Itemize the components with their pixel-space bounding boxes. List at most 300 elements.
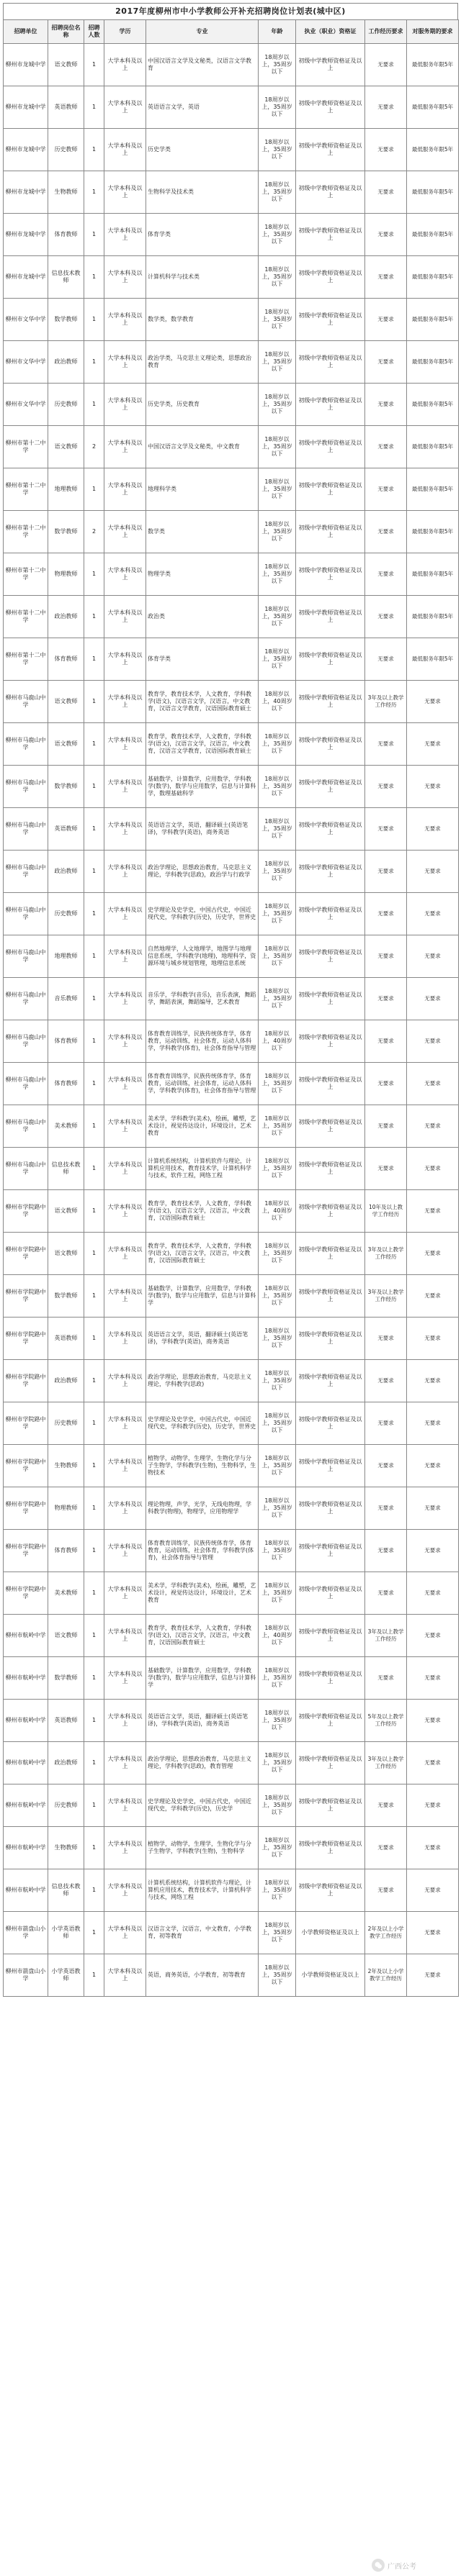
cell-certificate: 初级中学教师资格证及以上 (296, 1869, 365, 1912)
cell-service: 最低服务年限5年 (407, 341, 459, 384)
cell-post: 数学教师 (48, 299, 84, 341)
table-row (4, 1784, 459, 1827)
cell-certificate: 初级中学教师资格证及以上 (296, 1445, 365, 1487)
cell-major: 教育学，教育技术学，人文教育，学科教学(语文)，汉语言文学，汉语言，中文教育，汉语言文学教育，汉语国际教育硕士 (146, 723, 259, 766)
cell-unit: 柳州市航岭中学 (4, 1615, 48, 1657)
cell-unit: 柳州市第十二中学 (4, 553, 48, 596)
table-row (4, 893, 459, 935)
cell-education: 大学本科及以上 (104, 511, 146, 553)
cell-unit: 柳州市学院路中学 (4, 1402, 48, 1445)
cell-major: 美术学，学科教学(美术)，绘画，雕塑，艺术设计，视觉传达设计，环境设计，艺术教育 (146, 1105, 259, 1148)
cell-service: 无要求 (407, 1233, 459, 1275)
cell-service: 无要求 (407, 1657, 459, 1700)
cell-count: 1 (84, 766, 104, 808)
cell-major: 史学理论及史学史，中国古代史，中国近现代史，学科教学(历史)，历史学，世界史 (146, 893, 259, 935)
cell-service: 无要求 (407, 978, 459, 1020)
cell-experience: 无要求 (365, 1063, 407, 1105)
cell-certificate: 初级中学教师资格证及以上 (296, 638, 365, 681)
cell-service: 最低服务年限5年 (407, 171, 459, 214)
cell-certificate: 初级中学教师资格证及以上 (296, 1657, 365, 1700)
cell-certificate: 初级中学教师资格证及以上 (296, 1402, 365, 1445)
cell-education: 大学本科及以上 (104, 86, 146, 129)
cell-certificate: 初级中学教师资格证及以上 (296, 129, 365, 171)
cell-education: 大学本科及以上 (104, 1275, 146, 1318)
cell-education: 大学本科及以上 (104, 723, 146, 766)
cell-count: 1 (84, 384, 104, 426)
cell-count: 1 (84, 1530, 104, 1572)
cell-major: 体育学类 (146, 638, 259, 681)
cell-major: 英语语言文学，英语 (146, 86, 259, 129)
cell-post: 信息技术教师 (48, 1869, 84, 1912)
cell-age: 18周岁以上，35周岁以下 (259, 851, 296, 893)
cell-experience: 无要求 (365, 1148, 407, 1190)
cell-major: 计算机系统结构，计算机软件与理论，计算机应用技术，教育技术学，计算机科学与技术，网络工程 (146, 1869, 259, 1912)
table-row (4, 596, 459, 638)
cell-count: 1 (84, 1912, 104, 1954)
cell-major: 生物科学及技术类 (146, 171, 259, 214)
cell-count: 1 (84, 171, 104, 214)
cell-count: 1 (84, 1318, 104, 1360)
cell-post: 信息技术教师 (48, 256, 84, 299)
cell-education: 大学本科及以上 (104, 1912, 146, 1954)
cell-unit: 柳州市马鹿山中学 (4, 1020, 48, 1063)
cell-education: 大学本科及以上 (104, 553, 146, 596)
cell-major: 英语，商务英语，小学教育，初等教育 (146, 1954, 259, 1997)
cell-unit: 柳州市马鹿山中学 (4, 766, 48, 808)
cell-unit: 柳州市马鹿山中学 (4, 893, 48, 935)
cell-post: 政治教师 (48, 851, 84, 893)
cell-major: 地理科学类 (146, 468, 259, 511)
cell-count: 1 (84, 935, 104, 978)
cell-service: 最低服务年限5年 (407, 44, 459, 86)
cell-unit: 柳州市马鹿山中学 (4, 1063, 48, 1105)
table-row (4, 1827, 459, 1869)
cell-age: 18周岁以上，35周岁以下 (259, 256, 296, 299)
cell-major: 理论物理，声学，光学，无线电物理，学科教学(物理)，物理学，应用物理学 (146, 1487, 259, 1530)
table-row (4, 44, 459, 86)
cell-post: 政治教师 (48, 596, 84, 638)
cell-unit: 柳州市龙城中学 (4, 214, 48, 256)
cell-post: 英语教师 (48, 1318, 84, 1360)
table-row (4, 935, 459, 978)
cell-post: 生物教师 (48, 1445, 84, 1487)
cell-age: 18周岁以上，40周岁以下 (259, 681, 296, 723)
cell-post: 信息技术教师 (48, 1148, 84, 1190)
cell-experience: 3年及以上教学工作经历 (365, 1233, 407, 1275)
cell-count: 1 (84, 44, 104, 86)
cell-unit: 柳州市箭盘山小学 (4, 1912, 48, 1954)
cell-major: 音乐学，学科教学(音乐)，音乐表演，舞蹈学，舞蹈表演，舞蹈编导，艺术教育 (146, 978, 259, 1020)
table-row (4, 1572, 459, 1615)
cell-experience: 无要求 (365, 214, 407, 256)
cell-age: 18周岁以上，35周岁以下 (259, 893, 296, 935)
table-row (4, 426, 459, 468)
cell-education: 大学本科及以上 (104, 1487, 146, 1530)
cell-age: 18周岁以上，35周岁以下 (259, 1742, 296, 1784)
cell-major: 汉语言文学，汉语言，中文教育，小学教育，初等教育 (146, 1912, 259, 1954)
cell-age: 18周岁以上，35周岁以下 (259, 1487, 296, 1530)
cell-count: 1 (84, 851, 104, 893)
watermark (372, 2557, 457, 2573)
header-education: 学历 (104, 20, 146, 44)
cell-certificate: 初级中学教师资格证及以上 (296, 1063, 365, 1105)
cell-age: 18周岁以上，35周岁以下 (259, 1105, 296, 1148)
cell-count: 1 (84, 341, 104, 384)
cell-experience: 无要求 (365, 44, 407, 86)
cell-service: 无要求 (407, 1742, 459, 1784)
cell-post: 音乐教师 (48, 978, 84, 1020)
table-row (4, 1402, 459, 1445)
cell-post: 美术教师 (48, 1105, 84, 1148)
cell-service: 最低服务年限5年 (407, 553, 459, 596)
cell-service: 最低服务年限5年 (407, 129, 459, 171)
cell-age: 18周岁以上，35周岁以下 (259, 1148, 296, 1190)
cell-age: 18周岁以上，35周岁以下 (259, 1572, 296, 1615)
cell-service: 无要求 (407, 1445, 459, 1487)
cell-service: 无要求 (407, 1572, 459, 1615)
cell-unit: 柳州市龙城中学 (4, 86, 48, 129)
cell-post: 数学教师 (48, 1657, 84, 1700)
cell-education: 大学本科及以上 (104, 1784, 146, 1827)
table-row (4, 1954, 459, 1997)
cell-post: 生物教师 (48, 1827, 84, 1869)
cell-count: 1 (84, 596, 104, 638)
cell-age: 18周岁以上，35周岁以下 (259, 511, 296, 553)
cell-major: 体育学类 (146, 214, 259, 256)
cell-count: 1 (84, 129, 104, 171)
cell-unit: 柳州市航岭中学 (4, 1700, 48, 1742)
cell-experience: 无要求 (365, 1827, 407, 1869)
cell-certificate: 初级中学教师资格证及以上 (296, 299, 365, 341)
cell-post: 历史教师 (48, 893, 84, 935)
cell-experience: 无要求 (365, 1487, 407, 1530)
cell-unit: 柳州市文华中学 (4, 299, 48, 341)
cell-major: 史学理论及史学史，中国古代史，中国近现代史，学科教学(历史)，历史学，世界史 (146, 1402, 259, 1445)
cell-age: 18周岁以上，35周岁以下 (259, 171, 296, 214)
cell-unit: 柳州市龙城中学 (4, 171, 48, 214)
cell-certificate: 初级中学教师资格证及以上 (296, 511, 365, 553)
cell-age: 18周岁以上，35周岁以下 (259, 1530, 296, 1572)
cell-service: 无要求 (407, 1700, 459, 1742)
cell-service: 无要求 (407, 1784, 459, 1827)
cell-unit: 柳州市学院路中学 (4, 1487, 48, 1530)
cell-major: 历史学类，历史教育 (146, 384, 259, 426)
cell-major: 计算机科学与技术类 (146, 256, 259, 299)
cell-education: 大学本科及以上 (104, 638, 146, 681)
cell-unit: 柳州市学院路中学 (4, 1360, 48, 1402)
cell-certificate: 初级中学教师资格证及以上 (296, 1233, 365, 1275)
cell-post: 语文教师 (48, 1615, 84, 1657)
cell-service: 无要求 (407, 1954, 459, 1997)
cell-service: 无要求 (407, 766, 459, 808)
cell-experience: 2年及以上小学教学工作经历 (365, 1912, 407, 1954)
cell-major: 史学理论及史学史，中国古代史，中国近现代史，学科教学(历史)，历史学 (146, 1784, 259, 1827)
cell-count: 1 (84, 893, 104, 935)
table-row (4, 214, 459, 256)
cell-unit: 柳州市马鹿山中学 (4, 851, 48, 893)
cell-post: 小学英语教师 (48, 1954, 84, 1997)
cell-age: 18周岁以上，35周岁以下 (259, 44, 296, 86)
header-age: 年龄 (259, 20, 296, 44)
cell-major: 教育学，教育技术学，人文教育，学科教学(语文)，汉语言文学，汉语言，中文教育，汉语国际教育硕士 (146, 1233, 259, 1275)
cell-service: 无要求 (407, 808, 459, 851)
cell-unit: 柳州市学院路中学 (4, 1445, 48, 1487)
cell-major: 政治学理论，思想政治教育，马克思主义理论，学科教学(思政) (146, 1360, 259, 1402)
cell-education: 大学本科及以上 (104, 256, 146, 299)
cell-service: 最低服务年限5年 (407, 511, 459, 553)
cell-count: 2 (84, 511, 104, 553)
cell-experience: 3年及以上教学工作经历 (365, 1275, 407, 1318)
cell-post: 小学英语教师 (48, 1912, 84, 1954)
cell-education: 大学本科及以上 (104, 1657, 146, 1700)
cell-service: 无要求 (407, 851, 459, 893)
cell-experience: 无要求 (365, 851, 407, 893)
header-certificate: 执业（职业）资格证 (296, 20, 365, 44)
cell-count: 1 (84, 1572, 104, 1615)
cell-major: 英语语言文学，英语，翻译硕士(英语笔译)，学科教学(英语)，商务英语 (146, 1700, 259, 1742)
cell-education: 大学本科及以上 (104, 1233, 146, 1275)
table-row (4, 341, 459, 384)
cell-unit: 柳州市航岭中学 (4, 1742, 48, 1784)
cell-count: 1 (84, 299, 104, 341)
header-post: 招聘岗位名称 (48, 20, 84, 44)
cell-age: 18周岁以上，35周岁以下 (259, 1233, 296, 1275)
cell-education: 大学本科及以上 (104, 426, 146, 468)
cell-experience: 无要求 (365, 893, 407, 935)
cell-unit: 柳州市龙城中学 (4, 256, 48, 299)
cell-post: 英语教师 (48, 808, 84, 851)
table-row (4, 171, 459, 214)
cell-age: 18周岁以上，40周岁以下 (259, 1020, 296, 1063)
cell-age: 18周岁以上，35周岁以下 (259, 1700, 296, 1742)
cell-major: 植物学，动物学，生理学，生物化学与分子生物学，学科教学(生物)，生物科学 (146, 1827, 259, 1869)
cell-certificate: 初级中学教师资格证及以上 (296, 1827, 365, 1869)
table-row (4, 681, 459, 723)
cell-age: 18周岁以上，35周岁以下 (259, 1402, 296, 1445)
cell-experience: 无要求 (365, 1784, 407, 1827)
cell-education: 大学本科及以上 (104, 893, 146, 935)
cell-certificate: 初级中学教师资格证及以上 (296, 1700, 365, 1742)
cell-service: 最低服务年限5年 (407, 299, 459, 341)
cell-count: 1 (84, 1954, 104, 1997)
table-row (4, 1063, 459, 1105)
cell-age: 18周岁以上，35周岁以下 (259, 1954, 296, 1997)
cell-count: 1 (84, 1105, 104, 1148)
cell-unit: 柳州市学院路中学 (4, 1530, 48, 1572)
table-row (4, 808, 459, 851)
cell-unit: 柳州市马鹿山中学 (4, 1105, 48, 1148)
cell-education: 大学本科及以上 (104, 1148, 146, 1190)
cell-certificate: 小学教师资格证及以上 (296, 1954, 365, 1997)
cell-unit: 柳州市马鹿山中学 (4, 681, 48, 723)
cell-count: 1 (84, 1657, 104, 1700)
cell-post: 物理教师 (48, 553, 84, 596)
cell-certificate: 初级中学教师资格证及以上 (296, 341, 365, 384)
cell-unit: 柳州市龙城中学 (4, 129, 48, 171)
cell-unit: 柳州市学院路中学 (4, 1233, 48, 1275)
cell-certificate: 初级中学教师资格证及以上 (296, 1742, 365, 1784)
table-row (4, 1530, 459, 1572)
cell-education: 大学本科及以上 (104, 808, 146, 851)
cell-unit: 柳州市学院路中学 (4, 1572, 48, 1615)
cell-experience: 无要求 (365, 129, 407, 171)
cell-education: 大学本科及以上 (104, 978, 146, 1020)
cell-certificate: 初级中学教师资格证及以上 (296, 256, 365, 299)
cell-count: 1 (84, 1233, 104, 1275)
cell-certificate: 初级中学教师资格证及以上 (296, 723, 365, 766)
cell-service: 无要求 (407, 1360, 459, 1402)
table-row (4, 1445, 459, 1487)
cell-education: 大学本科及以上 (104, 1105, 146, 1148)
cell-age: 18周岁以上，35周岁以下 (259, 723, 296, 766)
cell-education: 大学本科及以上 (104, 1742, 146, 1784)
recruitment-sheet (3, 3, 458, 1997)
cell-age: 18周岁以上，35周岁以下 (259, 766, 296, 808)
table-row (4, 1318, 459, 1360)
cell-unit: 柳州市第十二中学 (4, 468, 48, 511)
cell-count: 1 (84, 1402, 104, 1445)
cell-count: 1 (84, 1020, 104, 1063)
cell-experience: 无要求 (365, 1318, 407, 1360)
cell-post: 数学教师 (48, 511, 84, 553)
cell-education: 大学本科及以上 (104, 171, 146, 214)
cell-experience: 3年及以上教学工作经历 (365, 1615, 407, 1657)
cell-age: 18周岁以上，35周岁以下 (259, 596, 296, 638)
cell-experience: 5年及以上教学工作经历 (365, 1700, 407, 1742)
cell-age: 18周岁以上，35周岁以下 (259, 1063, 296, 1105)
cell-age: 18周岁以上，35周岁以下 (259, 384, 296, 426)
cell-certificate: 初级中学教师资格证及以上 (296, 468, 365, 511)
cell-education: 大学本科及以上 (104, 129, 146, 171)
table-row (4, 511, 459, 553)
cell-experience: 无要求 (365, 808, 407, 851)
cell-education: 大学本科及以上 (104, 468, 146, 511)
cell-age: 18周岁以上，35周岁以下 (259, 638, 296, 681)
cell-service: 最低服务年限5年 (407, 256, 459, 299)
cell-count: 2 (84, 426, 104, 468)
cell-experience: 无要求 (365, 978, 407, 1020)
cell-experience: 无要求 (365, 299, 407, 341)
cell-unit: 柳州市马鹿山中学 (4, 723, 48, 766)
table-row (4, 1742, 459, 1784)
cell-major: 中国汉语言文学及文秘类，汉语言文学教育 (146, 44, 259, 86)
cell-age: 18周岁以上，35周岁以下 (259, 808, 296, 851)
cell-experience: 无要求 (365, 341, 407, 384)
cell-education: 大学本科及以上 (104, 766, 146, 808)
cell-post: 历史教师 (48, 384, 84, 426)
table-row (4, 1190, 459, 1233)
cell-count: 1 (84, 1445, 104, 1487)
table-row (4, 1912, 459, 1954)
cell-age: 18周岁以上，35周岁以下 (259, 935, 296, 978)
cell-age: 18周岁以上，35周岁以下 (259, 1318, 296, 1360)
cell-count: 1 (84, 256, 104, 299)
cell-service: 最低服务年限5年 (407, 384, 459, 426)
cell-unit: 柳州市马鹿山中学 (4, 1148, 48, 1190)
cell-education: 大学本科及以上 (104, 214, 146, 256)
cell-experience: 无要求 (365, 1360, 407, 1402)
cell-major: 自然地理学，人文地理学，地图学与地理信息系统，学科教学(地理)，地理科学，资源环境与城乡规划管理，地理信息系统 (146, 935, 259, 978)
cell-major: 体育教育训练学，民族传统体育学，体育教育，运动训练，社会体育，运动人体科学，学科教学(体育)，社会体育指导与管理 (146, 1020, 259, 1063)
table-row (4, 723, 459, 766)
cell-post: 语文教师 (48, 681, 84, 723)
cell-count: 1 (84, 808, 104, 851)
table-row (4, 468, 459, 511)
cell-unit: 柳州市航岭中学 (4, 1869, 48, 1912)
cell-count: 1 (84, 638, 104, 681)
cell-major: 体育教育训练学，民族传统体育学，体育教育，运动训练，社会体育，学科教学(体育)，社会体育指导与管理 (146, 1530, 259, 1572)
cell-major: 政治学理论，思想政治教育，马克思主义理论，学科教学(思政)，政治学与行政学 (146, 851, 259, 893)
cell-major: 物理学类 (146, 553, 259, 596)
cell-major: 中国汉语言文学及文秘类，中文教育 (146, 426, 259, 468)
cell-unit: 柳州市文华中学 (4, 341, 48, 384)
cell-post: 物理教师 (48, 1487, 84, 1530)
cell-post: 体育教师 (48, 1530, 84, 1572)
cell-age: 18周岁以上，35周岁以下 (259, 86, 296, 129)
cell-major: 数学类，数学教育 (146, 299, 259, 341)
cell-age: 18周岁以上，35周岁以下 (259, 468, 296, 511)
cell-count: 1 (84, 1275, 104, 1318)
cell-service: 无要求 (407, 935, 459, 978)
cell-education: 大学本科及以上 (104, 1360, 146, 1402)
table-row (4, 1105, 459, 1148)
cell-education: 大学本科及以上 (104, 44, 146, 86)
cell-service: 无要求 (407, 1912, 459, 1954)
cell-unit: 柳州市学院路中学 (4, 1318, 48, 1360)
cell-count: 1 (84, 1615, 104, 1657)
cell-service: 无要求 (407, 1148, 459, 1190)
table-row (4, 384, 459, 426)
cell-major: 政治学理论，思想政治教育，马克思主义理论，学科教学(思政)，教育管理 (146, 1742, 259, 1784)
header-service: 对服务期的要求 (407, 20, 459, 44)
cell-major: 教育学，教育技术学，人文教育，学科教学(语文)，汉语言文学，汉语言，中文教育，汉语国际教育硕士 (146, 1190, 259, 1233)
cell-unit: 柳州市第十二中学 (4, 596, 48, 638)
cell-experience: 无要求 (365, 1445, 407, 1487)
table-row (4, 638, 459, 681)
cell-post: 英语教师 (48, 1700, 84, 1742)
cell-unit: 柳州市马鹿山中学 (4, 808, 48, 851)
cell-unit: 柳州市箭盘山小学 (4, 1954, 48, 1997)
cell-education: 大学本科及以上 (104, 1318, 146, 1360)
table-row (4, 1487, 459, 1530)
table-row (4, 1020, 459, 1063)
cell-count: 1 (84, 723, 104, 766)
table-row (4, 1700, 459, 1742)
cell-certificate: 初级中学教师资格证及以上 (296, 1784, 365, 1827)
cell-service: 无要求 (407, 1530, 459, 1572)
cell-education: 大学本科及以上 (104, 1615, 146, 1657)
cell-experience: 无要求 (365, 1657, 407, 1700)
cell-education: 大学本科及以上 (104, 1700, 146, 1742)
cell-certificate: 初级中学教师资格证及以上 (296, 214, 365, 256)
cell-experience: 无要求 (365, 171, 407, 214)
cell-certificate: 初级中学教师资格证及以上 (296, 978, 365, 1020)
table-row (4, 766, 459, 808)
cell-certificate: 初级中学教师资格证及以上 (296, 681, 365, 723)
cell-post: 体育教师 (48, 638, 84, 681)
cell-post: 政治教师 (48, 1742, 84, 1784)
cell-count: 1 (84, 978, 104, 1020)
cell-unit: 柳州市文华中学 (4, 384, 48, 426)
cell-service: 最低服务年限5年 (407, 638, 459, 681)
cell-post: 历史教师 (48, 1784, 84, 1827)
cell-major: 教育学，教育技术学，人文教育，学科教学(语文)，汉语言文学，汉语言，中文教育，汉语国际教育硕士 (146, 1615, 259, 1657)
cell-unit: 柳州市马鹿山中学 (4, 978, 48, 1020)
sheet-title: 2017年度柳州市中小学教师公开补充招聘岗位计划表(城中区) (3, 3, 458, 19)
table-row (4, 1615, 459, 1657)
cell-unit: 柳州市第十二中学 (4, 511, 48, 553)
cell-education: 大学本科及以上 (104, 1020, 146, 1063)
